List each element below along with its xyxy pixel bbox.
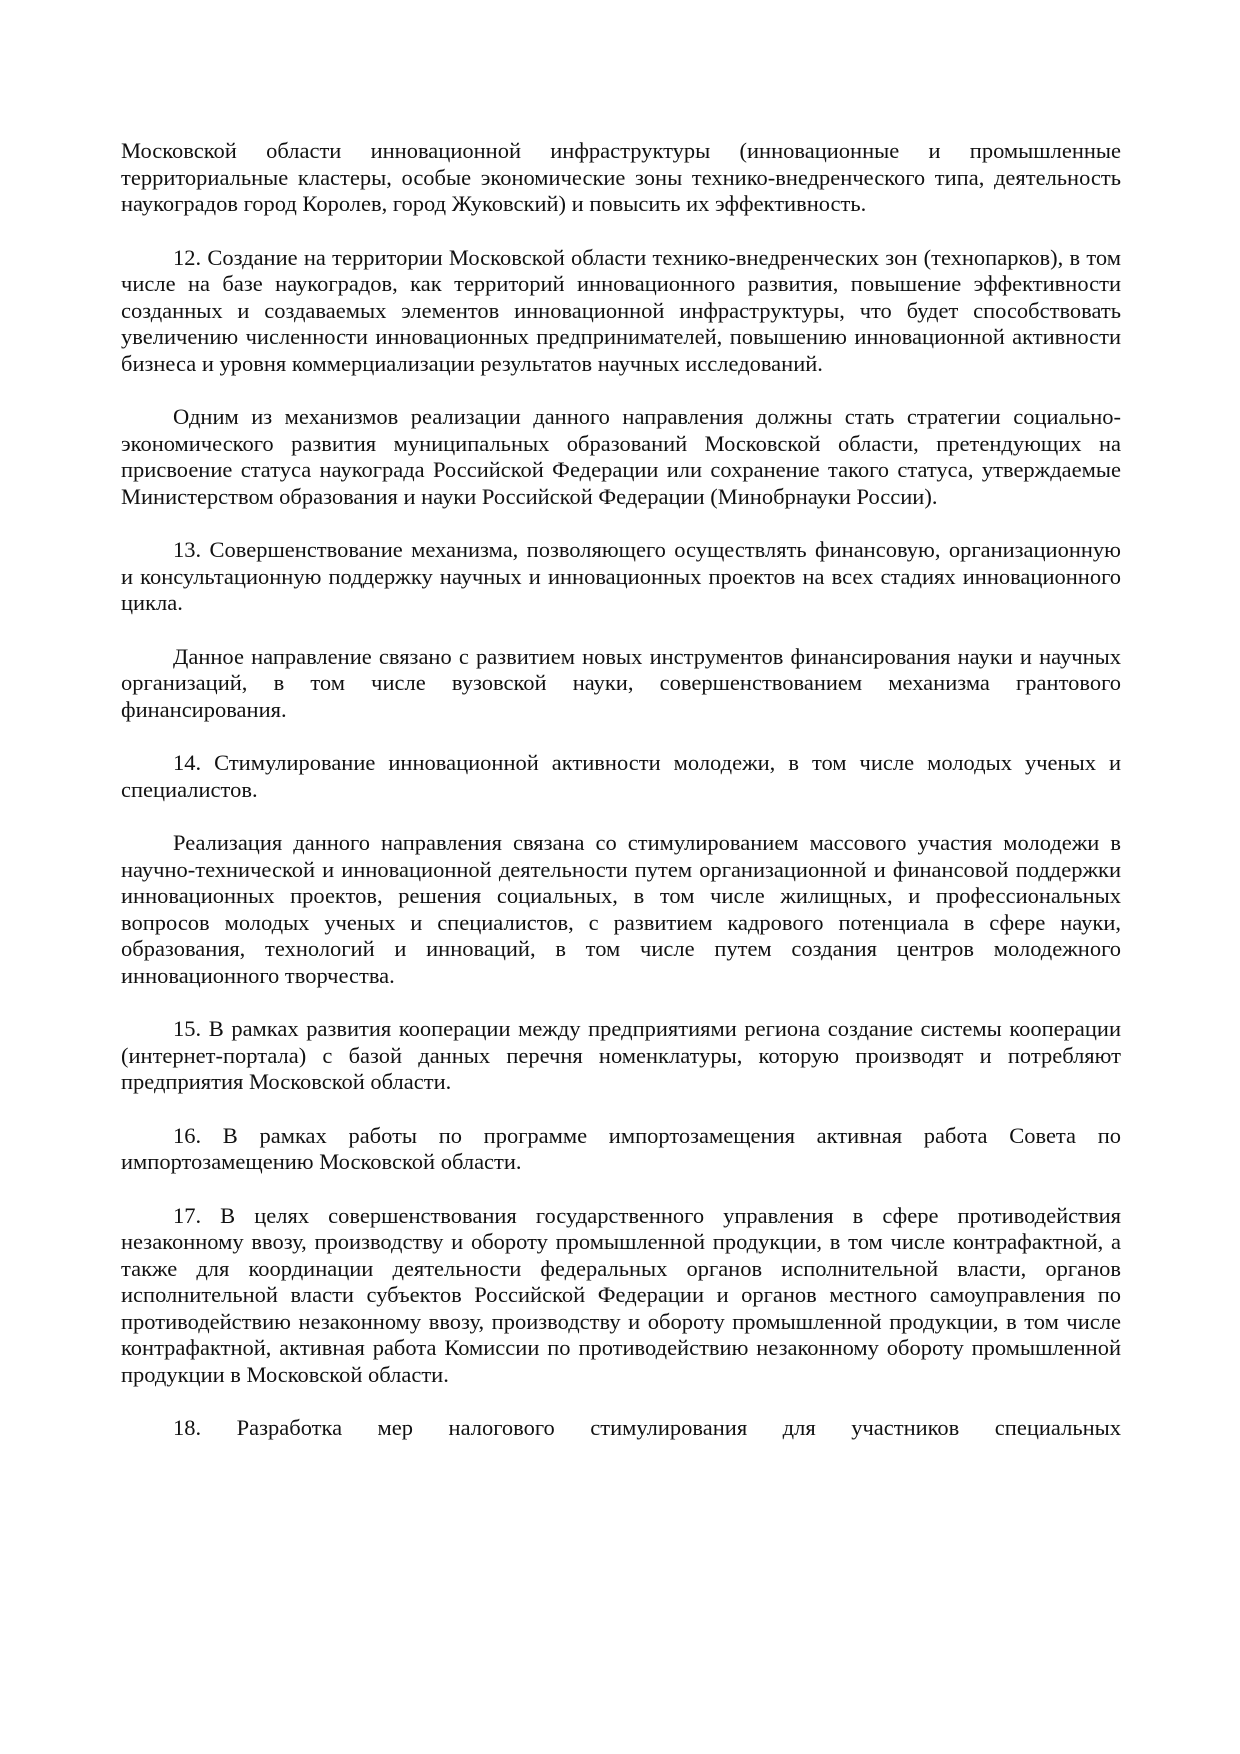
- paragraph-item-16: 16. В рамках работы по программе импортозамещения активная работа Совета по импортозамещению Московской области.: [121, 1122, 1121, 1174]
- paragraph-item-12: 12. Создание на территории Московской области технико-внедренческих зон (технопарков), в том числе на базе наукоградов, как территорий инновационного развития, повышение эффективности созданных и создаваемых элементов инновационной инфраструктуры, что будет способствовать увеличению численности инновационных предпринимателей, повышению инновационной активности бизнеса и уровня коммерциализации результатов научных исследований.: [121, 244, 1121, 376]
- paragraph-item-18: 18. Разработка мер налогового стимулирования для участников специальных: [173, 1415, 1121, 1440]
- paragraph-item-14-detail: Реализация данного направления связана со стимулированием массового участия молодежи в научно-технической и инновационной деятельности путем организационной и финансовой поддержки инновационных проектов, решения социальных, в том числе жилищных, и профессиональных вопросов молодых ученых и специалистов, с развитием кадрового потенциала в сфере науки, образования, технологий и инноваций, в том числе путем создания центров молодежного инновационного творчества.: [121, 830, 1121, 988]
- paragraph-item-13-detail: Данное направление связано с развитием новых инструментов финансирования науки и научных организаций, в том числе вузовской науки, совершенствованием механизма грантового финансирования.: [121, 643, 1121, 722]
- paragraph-item-13: 13. Совершенствование механизма, позволяющего осуществлять финансовую, организационную и консультационную поддержку научных и инновационных проектов на всех стадиях инновационного цикла.: [121, 537, 1121, 615]
- paragraph-item-15: 15. В рамках развития кооперации между предприятиями региона создание системы кооперации (интернет-портала) с базой данных перечня номенклатуры, которую производят и потребляют предприятия Московской области.: [121, 1016, 1121, 1094]
- paragraph-item-17: 17. В целях совершенствования государственного управления в сфере противодействия незаконному ввозу, производству и обороту промышленной продукции, в том числе контрафактной, а также для координации деятельности федеральных органов исполнительной власти, органов исполнительной власти субъектов Российской Федерации и органов местного самоуправления по противодействию незаконному ввозу, производству и обороту промышленной продукции, в том числе контрафактной, активная работа Комиссии по противодействию незаконному обороту промышленной продукции в Московской области.: [121, 1202, 1121, 1387]
- document-page: [121, 138, 1121, 1469]
- paragraph-item-14: 14. Стимулирование инновационной активности молодежи, в том числе молодых ученых и специалистов.: [121, 750, 1121, 802]
- paragraph-continuation: Московской области инновационной инфраструктуры (инновационные и промышленные территориальные кластеры, особые экономические зоны технико-внедренческого типа, деятельность наукоградов город Королев, город Жуковский) и повысить их эффективность.: [121, 138, 1121, 216]
- paragraph-item-12-mechanism: Одним из механизмов реализации данного направления должны стать стратегии социально-экономического развития муниципальных образований Московской области, претендующих на присвоение статуса наукограда Российской Федерации или сохранение такого статуса, утверждаемые Министерством образования и науки Российской Федерации (Минобрнауки России).: [121, 404, 1121, 509]
